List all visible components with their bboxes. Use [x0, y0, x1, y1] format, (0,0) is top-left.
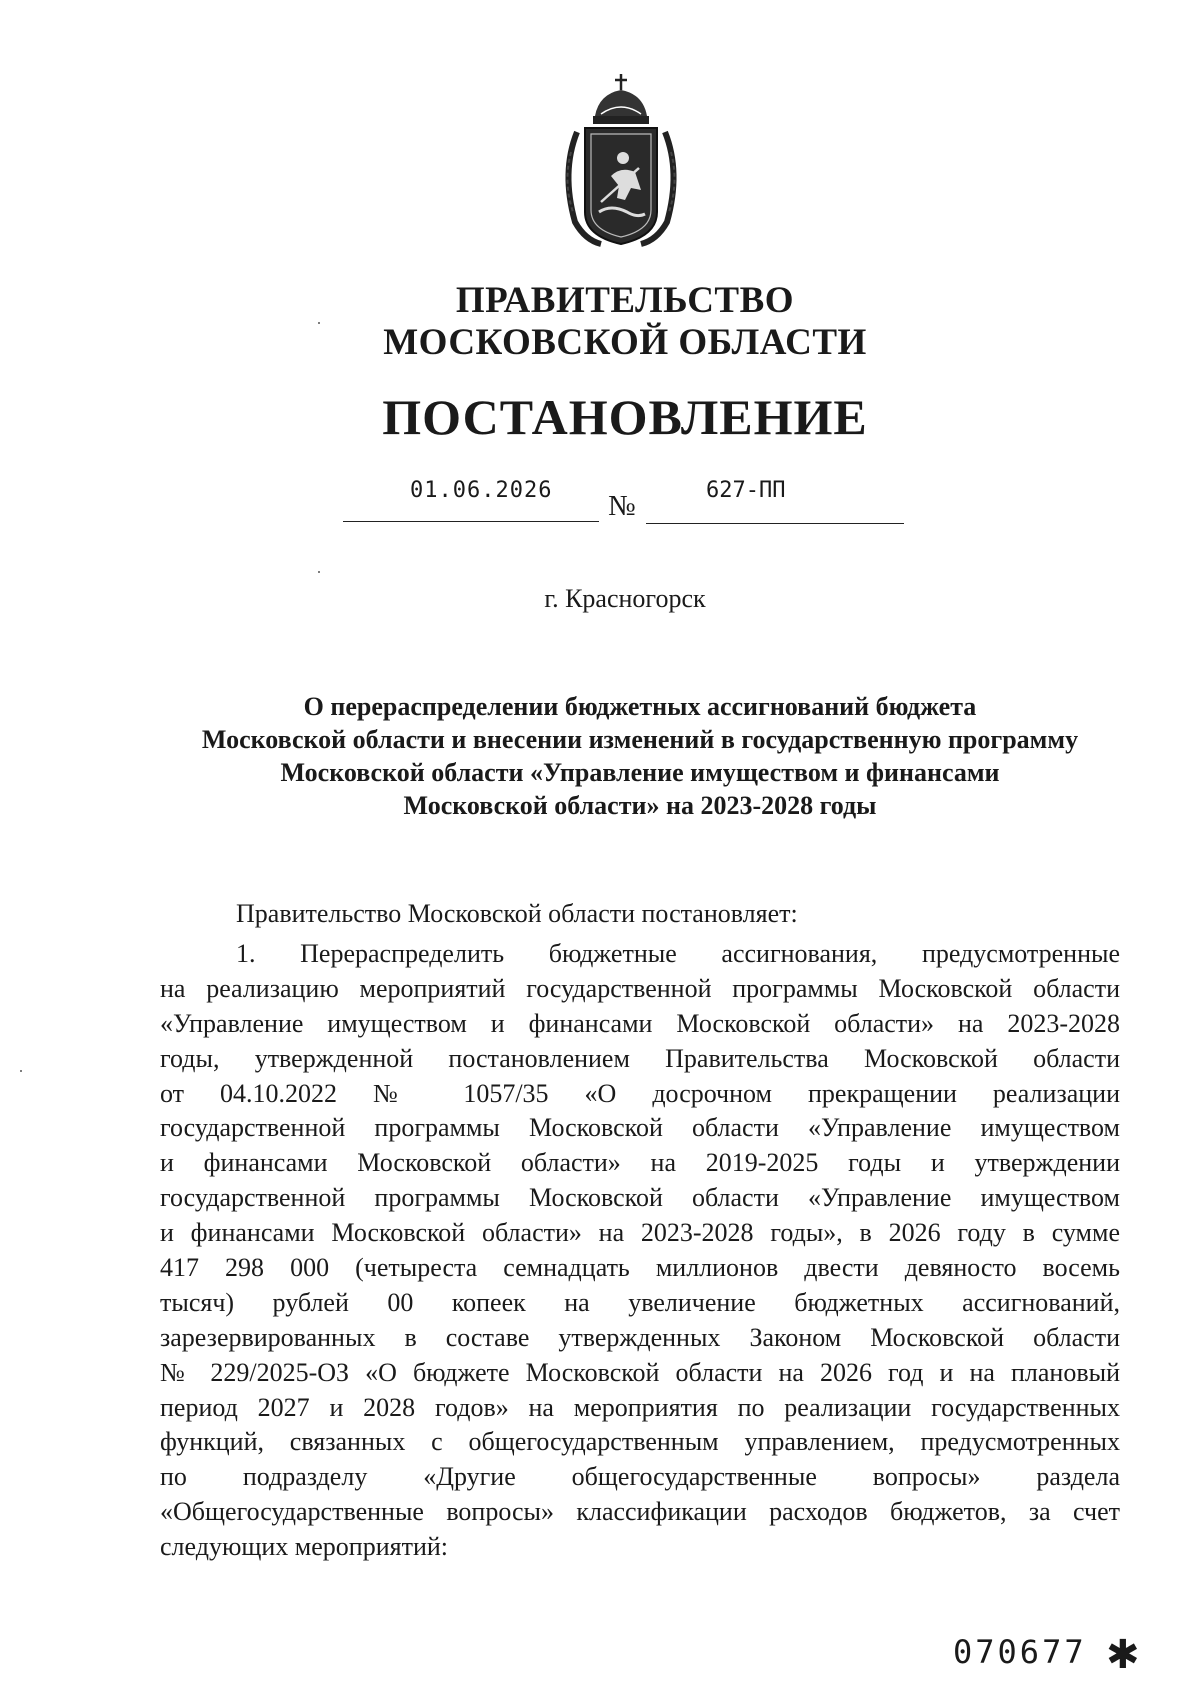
body-line: функций, связанных с общегосударственным управлением, предусмотренных	[160, 1427, 1120, 1457]
document-title	[140, 690, 1140, 822]
body-line: на реализацию мероприятий государственной программы Московской области	[160, 973, 1120, 1003]
body-line: следующих мероприятий:	[160, 1532, 448, 1562]
body-line: «Общегосударственные вопросы» классификации расходов бюджетов, за счет	[160, 1497, 1120, 1527]
organization-name-line2: МОСКОВСКОЙ ОБЛАСТИ	[383, 322, 867, 363]
organization-name-line1: ПРАВИТЕЛЬСТВО	[455, 280, 795, 321]
title-line: Московской области «Управление имуществом и финансами	[280, 758, 1000, 787]
title-line: Московской области и внесении изменений в государственную программу	[201, 725, 1079, 754]
title-line: Московской области» на 2023-2028 годы	[403, 791, 877, 820]
body-paragraph	[160, 937, 1120, 1565]
body-line: период 2027 и 2028 годов» на мероприятия по реализации государственных	[160, 1392, 1120, 1422]
body-line: и финансами Московской области» на 2023-2028 годы», в 2026 году в сумме	[160, 1218, 1120, 1248]
scan-speck	[318, 322, 320, 324]
serial-number: 070677	[953, 1633, 1087, 1671]
body-line: от 04.10.2022 № 1057/35 «О досрочном прекращении реализации	[160, 1078, 1120, 1108]
document-number: 627-ПП	[706, 478, 786, 503]
preamble: Правительство Московской области постановляет:	[236, 899, 798, 928]
number-underline	[646, 523, 904, 524]
body-line: по подразделу «Другие общегосударственные вопросы» раздела	[160, 1462, 1120, 1492]
city: г. Красногорск	[544, 584, 706, 613]
document-type: ПОСТАНОВЛЕНИЕ	[382, 389, 868, 445]
scan-speck	[20, 1070, 22, 1072]
asterisk-mark: ✱	[1106, 1632, 1140, 1678]
number-sign: №	[608, 490, 636, 522]
document-date: 01.06.2026	[410, 478, 553, 503]
body-line: № 229/2025-ОЗ «О бюджете Московской области на 2026 год и на плановый	[160, 1357, 1120, 1387]
body-line: 1. Перераспределить бюджетные ассигнования, предусмотренные	[236, 939, 1120, 968]
body-line: зарезервированных в составе утвержденных Законом Московской области	[160, 1322, 1120, 1352]
body-line: и финансами Московской области» на 2019-2025 годы и утверждении	[160, 1148, 1120, 1178]
coat-of-arms-emblem	[555, 72, 687, 250]
body-line: годы, утвержденной постановлением Правительства Московской области	[160, 1043, 1120, 1073]
date-underline	[343, 521, 599, 522]
body-line: тысяч) рублей 00 копеек на увеличение бюджетных ассигнований,	[160, 1287, 1120, 1317]
scan-speck	[318, 571, 320, 573]
body-line: 417 298 000 (четыреста семнадцать миллионов двести девяносто восемь	[160, 1253, 1120, 1283]
body-line: «Управление имуществом и финансами Московской области» на 2023-2028	[160, 1008, 1120, 1038]
body-line: государственной программы Московской области «Управление имуществом	[160, 1183, 1120, 1213]
body-line: государственной программы Московской области «Управление имуществом	[160, 1113, 1120, 1143]
title-line: О перераспределении бюджетных ассигнований бюджета	[303, 692, 977, 721]
